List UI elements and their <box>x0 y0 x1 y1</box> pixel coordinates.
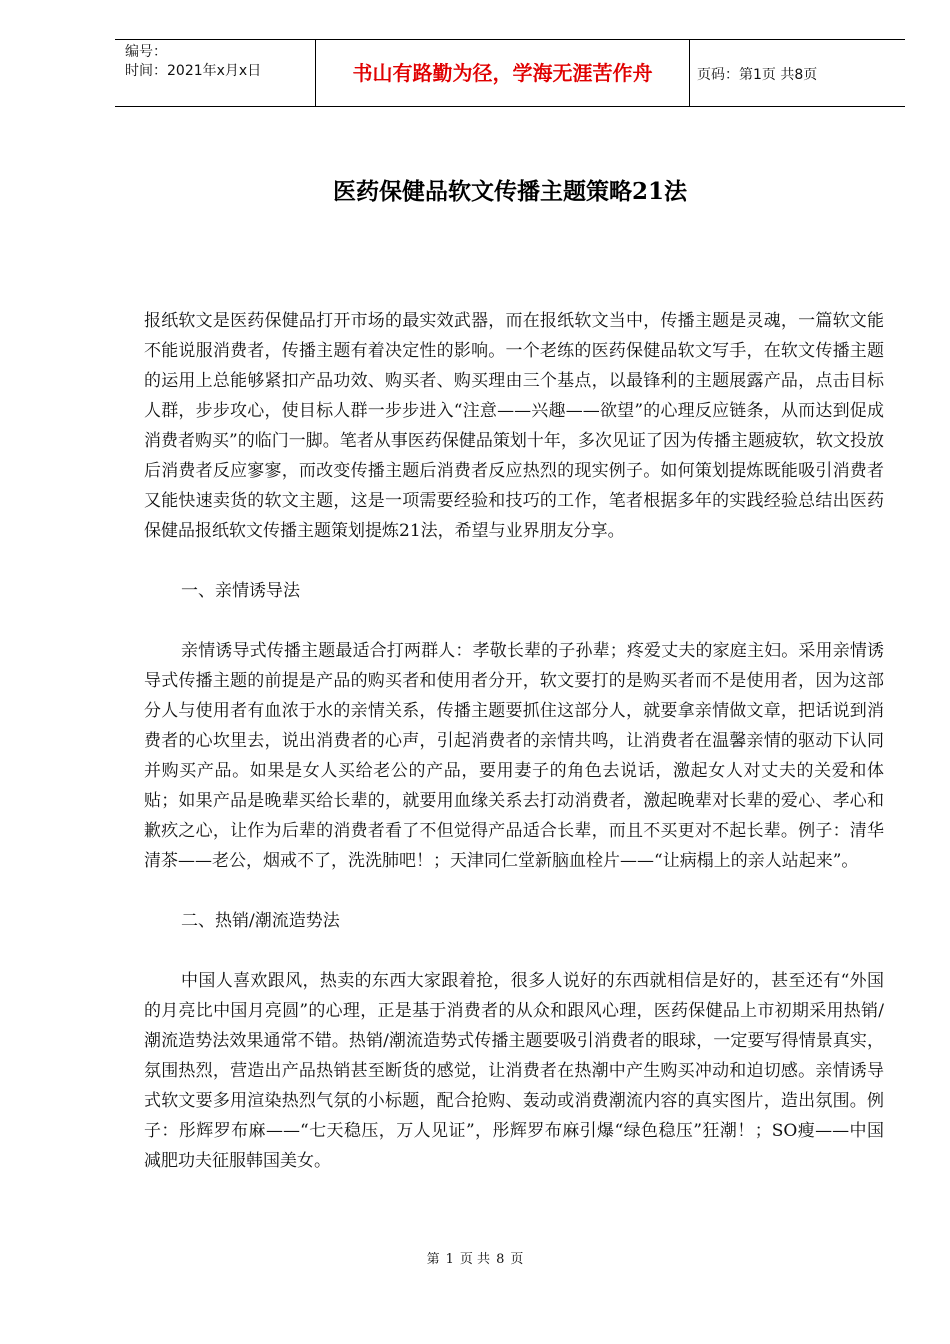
footer-total-pages: 8 <box>496 1252 505 1267</box>
page-header <box>115 39 905 107</box>
footer-current-page: 1 <box>445 1252 454 1267</box>
footer-prefix: 第 <box>426 1252 440 1267</box>
section-heading: 二、热销/潮流造势法 <box>181 911 340 931</box>
document-title: 医药保健品软文传播主题策略21法 <box>332 178 687 205</box>
footer-middle: 页 共 <box>459 1252 491 1267</box>
section-paragraph: 中国人喜欢跟风，热卖的东西大家跟着抢，很多人说好的东西就相信是好的，甚至还有“外国的月亮比中国月亮圆”的心理，正是基于消费者的从众和跟风心理，医药保健品上市初期采用热销/潮流造势法效果通常不错。热销/潮流造势式传播主题要吸引消费者的眼球，一定要写得情景真实，氛围热烈，营造出产品热销甚至断货的感觉，让消费者在热潮中产生购买冲动和迫切感。亲情诱导式软文要多用渲染热烈气氛的小标题，配合抢购、轰动或消费潮流内容的真实图片，造出氛围。例子：彤辉罗布麻——“七天稳压，万人见证”，彤辉罗布麻引爆“绿色稳压”狂潮！；SO瘦——中国减肥功夫征服韩国美女。 <box>144 971 884 1171</box>
section-heading: 一、亲情诱导法 <box>181 581 300 601</box>
intro-paragraph: 报纸软文是医药保健品打开市场的最实效武器，而在报纸软文当中，传播主题是灵魂，一篇软文能不能说服消费者，传播主题有着决定性的影响。一个老练的医药保健品软文写手，在软文传播主题的运用上总能够紧扣产品功效、购买者、购买理由三个基点，以最锋利的主题展露产品，点击目标人群，步步攻心，使目标人群一步步进入“注意——兴趣——欲望”的心理反应链条，从而达到促成消费者购买”的临门一脚。笔者从事医药保健品策划十年，多次见证了因为传播主题疲软，软文投放后消费者反应寥寥，而改变传播主题后消费者反应热烈的现实例子。如何策划提炼既能吸引消费者又能快速卖货的软文主题，这是一项需要经验和技巧的工作，笔者根据多年的实践经验总结出医药保健品报纸软文传播主题策划提炼21法，希望与业界朋友分享。 <box>144 311 884 541</box>
header-motto: 书山有路勤为径，学海无涯苦作舟 <box>352 61 653 85</box>
document-body <box>144 306 884 1206</box>
section-paragraph: 亲情诱导式传播主题最适合打两群人：孝敬长辈的子孙辈；疼爱丈夫的家庭主妇。采用亲情诱导式传播主题的前提是产品的购买者和使用者分开，软文要打的是购买者而不是使用者，因为这部分人与使用者有血浓于水的亲情关系，传播主题要抓住这部分人，就要拿亲情做文章，把话说到消费者的心坎里去，说出消费者的心声，引起消费者的亲情共鸣，让消费者在温馨亲情的驱动下认同并购买产品。如果是女人买给老公的产品，要用妻子的角色去说话，激起女人对丈夫的关爱和体贴；如果产品是晚辈买给长辈的，就要用血缘关系去打动消费者，激起晚辈对长辈的爱心、孝心和歉疚之心，让作为后辈的消费者看了不但觉得产品适合长辈，而且不买更对不起长辈。例子：清华清茶——老公，烟戒不了，洗洗肺吧！；天津同仁堂新脑血栓片——“让病榻上的亲人站起来”。 <box>144 641 884 871</box>
time-label: 时间：2021年x月x日 <box>125 63 262 79</box>
header-meta <box>125 43 315 81</box>
footer-suffix: 页 <box>510 1252 524 1267</box>
number-label: 编号： <box>125 44 167 60</box>
page-footer <box>0 1248 950 1267</box>
header-divider <box>689 40 690 106</box>
header-page-info: 页码：第1页 共8页 <box>697 67 818 83</box>
